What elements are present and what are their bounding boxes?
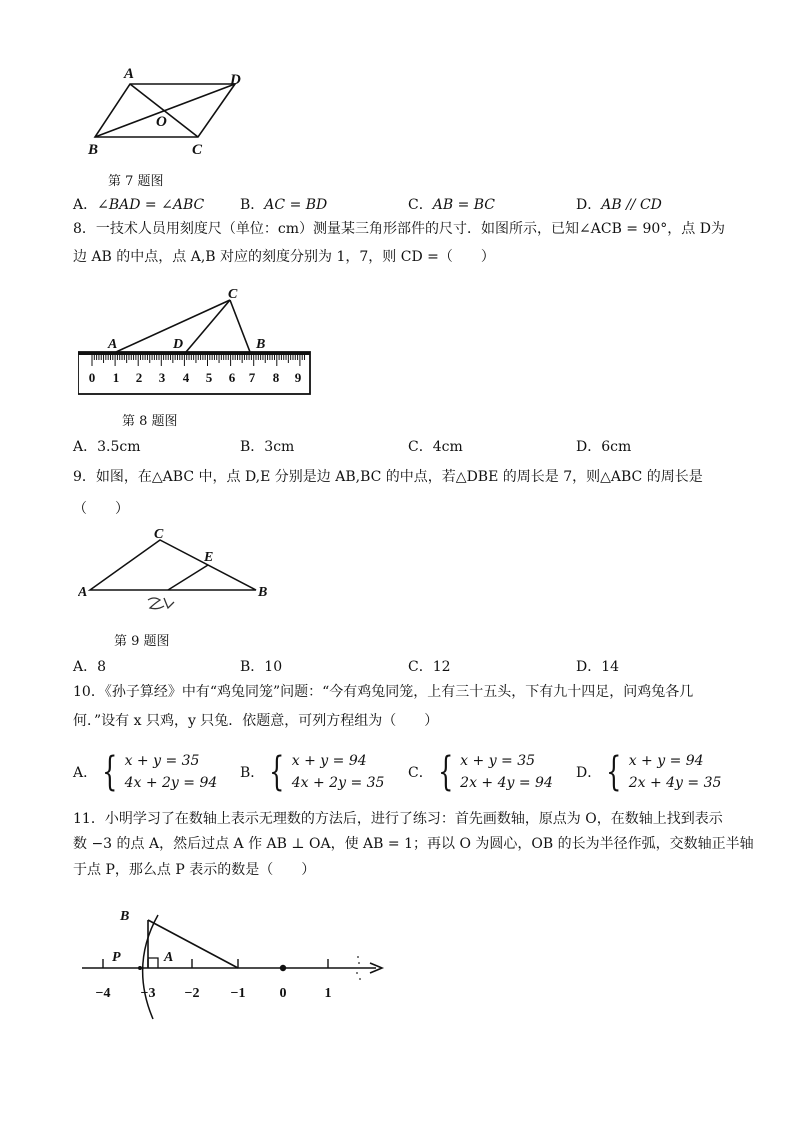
q11-arc xyxy=(140,915,158,1019)
q11-tick-1: 1 xyxy=(324,986,332,1001)
q8-option-b: B．3cm xyxy=(240,439,295,455)
q9-label-c: C xyxy=(154,527,164,542)
q11-tick-neg3: −3 xyxy=(140,986,156,1001)
q7-option-b: B．AC = BD xyxy=(240,197,328,213)
q9-label-a: A xyxy=(78,585,88,600)
q8-ruler-num-0: 0 xyxy=(88,370,96,385)
q8-label-b: B xyxy=(256,337,266,352)
q9-option-b: B．10 xyxy=(240,659,283,675)
q11-figure xyxy=(78,895,388,1020)
q7-option-a: A．∠BAD = ∠ABC xyxy=(73,197,205,213)
q11-label-a: A xyxy=(164,950,174,965)
q11-origin-dot xyxy=(280,965,286,971)
q9-text-line2: （ ） xyxy=(73,501,129,517)
q8-caption: 第 8 题图 xyxy=(122,414,178,429)
q8-label-a: A xyxy=(108,337,118,352)
q11-text-line3: 于点 P，那么点 P 表示的数是（ ） xyxy=(73,862,316,878)
q11-label-p: P xyxy=(112,950,121,965)
q11-tick-0: 0 xyxy=(279,986,287,1001)
q8-option-c: C．4cm xyxy=(408,439,463,455)
q11-point-p-dot xyxy=(138,966,142,970)
q9-triangle-abc xyxy=(90,540,256,590)
q9-label-b: B xyxy=(258,585,268,600)
brace-glyph: { xyxy=(437,749,454,795)
q11-right-angle-mark xyxy=(148,958,158,968)
q9-label-e: E xyxy=(204,550,214,565)
q8-text-line2: 边 AB 的中点，点 A,B 对应的刻度分别为 1，7，则 CD =（ ） xyxy=(73,249,495,265)
q8-ruler-num-3: 3 xyxy=(158,370,166,385)
q7-label-c: C xyxy=(192,142,203,158)
brace-glyph: { xyxy=(269,749,285,795)
q8-label-d: D xyxy=(173,337,184,352)
q8-option-a: A．3.5cm xyxy=(73,439,141,455)
q9-text-line1: 9．如图，在△ABC 中，点 D,E 分别是边 AB,BC 的中点，若△DBE 的周长是 7，则△ABC 的周长是 xyxy=(73,469,703,485)
q11-label-b: B xyxy=(120,909,130,924)
q7-label-b: B xyxy=(88,142,99,158)
q9-segment-de xyxy=(168,565,208,590)
q9-caption: 第 9 题图 xyxy=(114,634,170,649)
q8-ruler-num-2: 2 xyxy=(135,370,143,385)
q8-ruler-num-7: 7 xyxy=(248,370,256,385)
q11-text-line1: 11．小明学习了在数轴上表示无理数的方法后，进行了练习：首先画数轴，原点为 O，在数轴上找到表示 xyxy=(73,811,723,827)
q10-option-a: A． { x + y = 35 4x + 2y = 94 xyxy=(73,749,218,795)
q7-figure xyxy=(80,62,260,162)
q8-label-c: C xyxy=(228,287,238,302)
q7-option-d: D．AB // CD xyxy=(576,197,662,213)
q8-side-cb xyxy=(230,300,250,352)
q11-text-line2: 数 −3 的点 A，然后过点 A 作 AB ⊥ OA，使 AB = 1；再以 O 为圆心，OB 的长为半径作弧，交数轴正半轴 xyxy=(73,836,754,852)
q11-segment-bo xyxy=(148,920,238,968)
q8-ruler-num-9: 9 xyxy=(294,370,302,385)
q10-option-c: C． { x + y = 35 2x + 4y = 94 xyxy=(408,749,553,795)
brace-glyph: { xyxy=(606,749,622,795)
q8-ruler-num-6: 6 xyxy=(228,370,236,385)
q7-option-c: C．AB = BC xyxy=(408,197,496,213)
q8-figure xyxy=(78,286,314,398)
q10-text-line2: 何．”设有 x 只鸡，y 只兔．依题意，可列方程组为（ ） xyxy=(73,713,439,729)
q9-option-c: C．12 xyxy=(408,659,451,675)
q10-text-line1: 10．《孙子算经》中有“鸡兔同笼”问题：“今有鸡兔同笼，上有三十五头，下有九十四足，问鸡兔各几 xyxy=(73,684,694,700)
q8-ruler-num-1: 1 xyxy=(112,370,120,385)
q11-tick-neg2: −2 xyxy=(184,986,200,1001)
q11-tick-neg1: −1 xyxy=(230,986,246,1001)
q7-label-o: O xyxy=(156,114,167,130)
brace-glyph: { xyxy=(102,749,118,795)
q7-caption: 第 7 题图 xyxy=(108,174,164,189)
q8-ruler-num-4: 4 xyxy=(182,370,190,385)
q10-option-b: B． { x + y = 94 4x + 2y = 35 xyxy=(240,749,385,795)
q8-segment-cd xyxy=(186,300,230,352)
q7-label-d: D xyxy=(230,72,241,88)
q7-label-a: A xyxy=(124,66,135,82)
q9-option-d: D．14 xyxy=(576,659,620,675)
q9-smudge-mark xyxy=(148,598,174,609)
q9-option-a: A．8 xyxy=(73,659,107,675)
q8-ruler-num-5: 5 xyxy=(205,370,213,385)
q8-option-d: D．6cm xyxy=(576,439,632,455)
q10-option-d: D． { x + y = 94 2x + 4y = 35 xyxy=(576,749,722,795)
q11-tick-neg4: −4 xyxy=(95,986,111,1001)
q9-figure xyxy=(78,524,278,616)
q8-ruler-num-8: 8 xyxy=(272,370,280,385)
q8-text-line1: 8．一技术人员用刻度尺（单位：cm）测量某三角形部件的尺寸．如图所示，已知∠ACB = 90°，点 D为 xyxy=(73,221,725,237)
